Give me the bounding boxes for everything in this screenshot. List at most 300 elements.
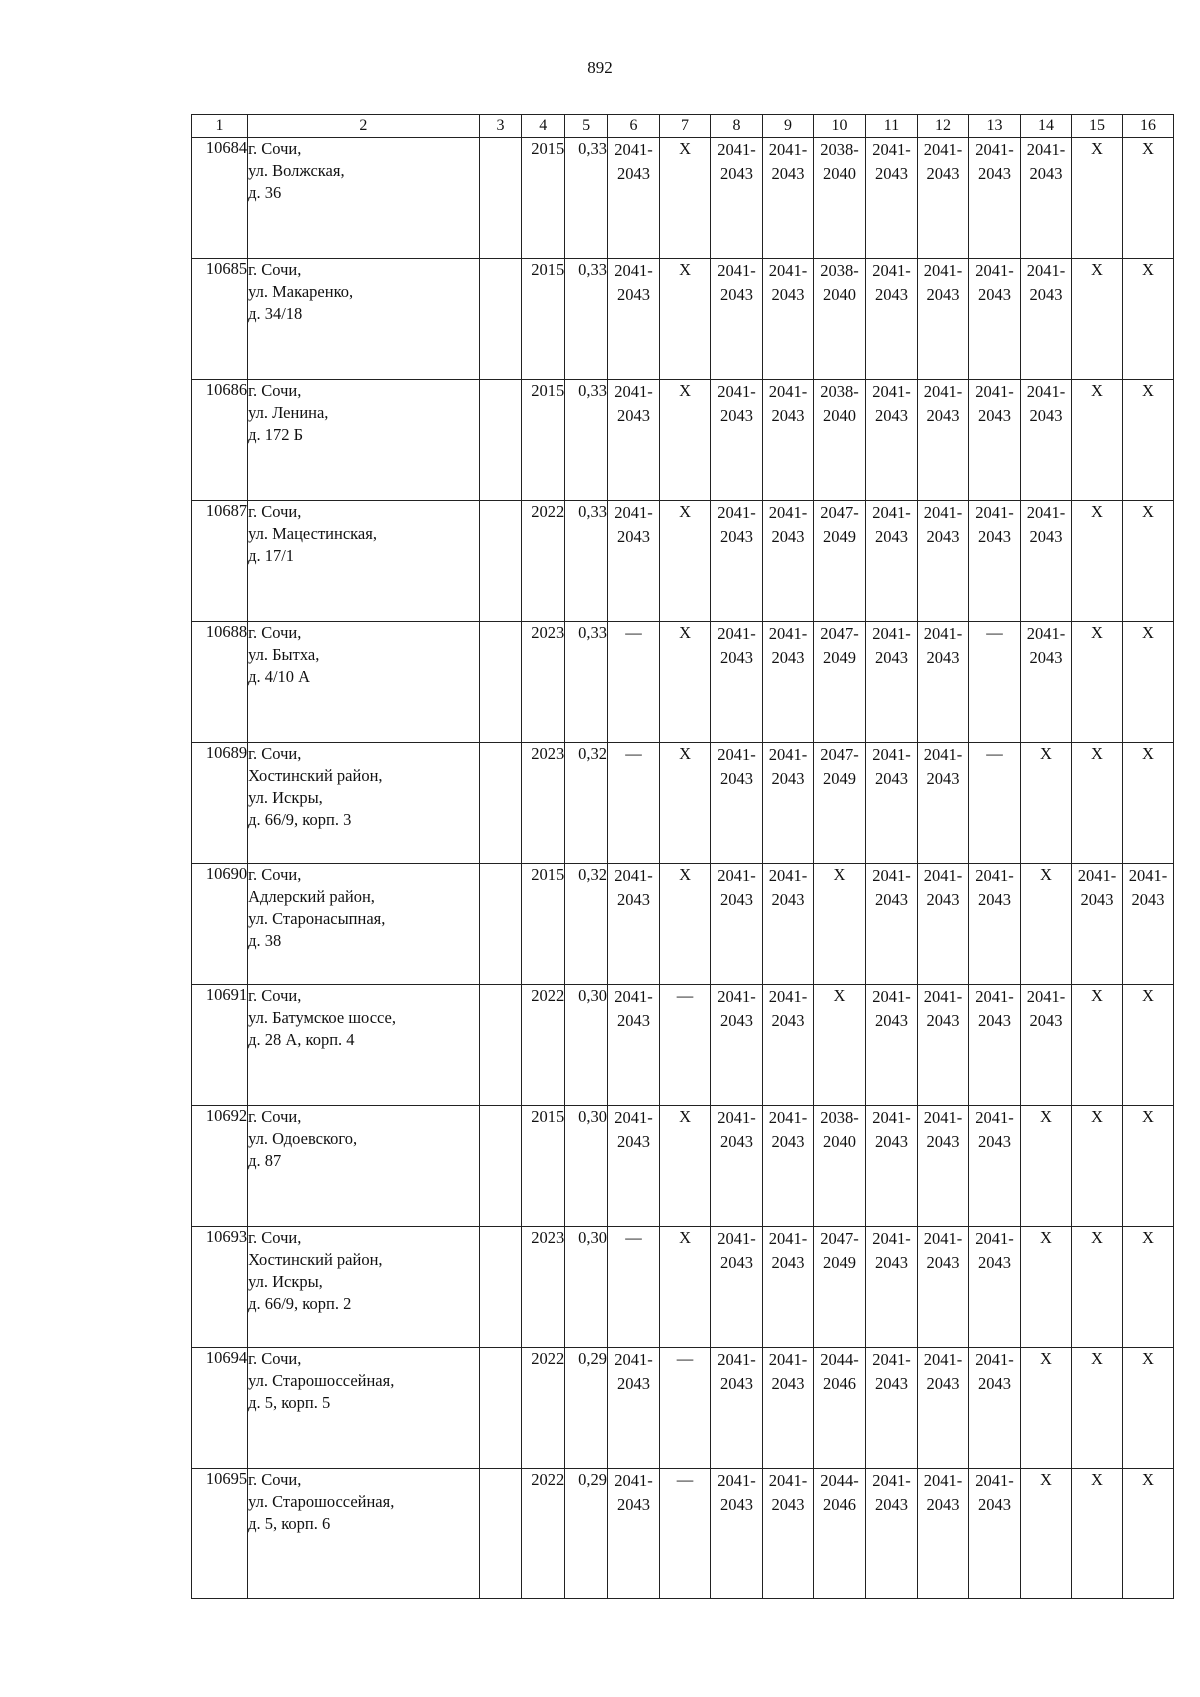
address-line: ул. Ленина, bbox=[248, 403, 329, 422]
column-header-5: 5 bbox=[565, 115, 608, 138]
year-range: 2041- 2043 bbox=[923, 1471, 963, 1514]
table-row bbox=[192, 1227, 1174, 1348]
col-10-cell bbox=[814, 259, 866, 380]
table-row bbox=[192, 380, 1174, 501]
row-number: 10691 bbox=[192, 985, 248, 1106]
address-line: Хостинский район, bbox=[248, 1250, 383, 1269]
year-range: 2041- 2043 bbox=[872, 503, 911, 546]
year-range: 2041- 2043 bbox=[872, 987, 911, 1030]
col-3-cell bbox=[479, 1227, 522, 1348]
col-14-cell: X bbox=[1020, 1348, 1071, 1469]
address-line: Хостинский район, bbox=[248, 766, 383, 785]
col-11-cell bbox=[866, 622, 918, 743]
col-12-cell bbox=[918, 1106, 969, 1227]
col-14-cell bbox=[1020, 501, 1071, 622]
year-range: 2041- 2043 bbox=[717, 140, 756, 183]
address-line: ул. Старонасыпная, bbox=[248, 909, 386, 928]
col-3-cell bbox=[479, 622, 522, 743]
column-header-1: 1 bbox=[192, 115, 248, 138]
year-cell: 2022 bbox=[522, 501, 565, 622]
col-8-cell bbox=[711, 138, 763, 259]
table-row bbox=[192, 1348, 1174, 1469]
col-10-cell bbox=[814, 1348, 866, 1469]
rate-cell: 0,33 bbox=[565, 259, 608, 380]
col-9-cell bbox=[763, 985, 814, 1106]
year-range: 2038- 2040 bbox=[820, 140, 859, 183]
year-range: 2041- 2043 bbox=[1026, 503, 1066, 546]
year-range: 2041- 2043 bbox=[872, 1229, 911, 1272]
year-range: 2041- 2043 bbox=[923, 1108, 963, 1151]
address-cell bbox=[248, 380, 479, 501]
col-11-cell bbox=[866, 1469, 918, 1599]
rate-cell: 0,33 bbox=[565, 501, 608, 622]
address-line: г. Сочи, bbox=[248, 1107, 302, 1126]
year-range: 2041- 2043 bbox=[975, 382, 1014, 425]
year-range: 2041- 2043 bbox=[923, 745, 963, 788]
col-13-cell: — bbox=[968, 622, 1020, 743]
col-15-cell: X bbox=[1071, 1469, 1122, 1599]
year-range: 2041- 2043 bbox=[975, 987, 1014, 1030]
year-range: 2041- 2043 bbox=[717, 1229, 756, 1272]
year-cell: 2022 bbox=[522, 985, 565, 1106]
col-9-cell bbox=[763, 743, 814, 864]
col-10-cell bbox=[814, 138, 866, 259]
col-10-cell bbox=[814, 1227, 866, 1348]
year-range: 2038- 2040 bbox=[820, 261, 859, 304]
year-range: 2047- 2049 bbox=[820, 745, 859, 788]
address-line: г. Сочи, bbox=[248, 865, 302, 884]
year-range: 2047- 2049 bbox=[820, 1229, 859, 1272]
col-12-cell bbox=[918, 138, 969, 259]
col-11-cell bbox=[866, 259, 918, 380]
col-15-cell: X bbox=[1071, 1106, 1122, 1227]
year-range: 2041- 2043 bbox=[872, 382, 911, 425]
column-header-2: 2 bbox=[248, 115, 479, 138]
col-10-cell bbox=[814, 743, 866, 864]
address-line: д. 87 bbox=[248, 1151, 282, 1170]
year-range: 2044- 2046 bbox=[820, 1471, 859, 1514]
col-16-cell: X bbox=[1122, 259, 1173, 380]
col-14-cell: X bbox=[1020, 864, 1071, 985]
col-13-cell bbox=[968, 864, 1020, 985]
year-range: 2041- 2043 bbox=[923, 261, 963, 304]
col-10-cell bbox=[814, 1469, 866, 1599]
row-number: 10688 bbox=[192, 622, 248, 743]
address-line: д. 36 bbox=[248, 183, 282, 202]
col-13-cell bbox=[968, 985, 1020, 1106]
address-cell bbox=[248, 622, 479, 743]
col-10-cell: X bbox=[814, 985, 866, 1106]
rate-cell: 0,30 bbox=[565, 985, 608, 1106]
year-cell: 2022 bbox=[522, 1469, 565, 1599]
address-line: д. 28 А, корп. 4 bbox=[248, 1030, 355, 1049]
col-6-cell bbox=[608, 864, 660, 985]
year-range: 2041- 2043 bbox=[768, 1229, 808, 1272]
col-15-cell: X bbox=[1071, 985, 1122, 1106]
year-range: 2041- 2043 bbox=[768, 1350, 808, 1393]
col-8-cell bbox=[711, 622, 763, 743]
row-number: 10687 bbox=[192, 501, 248, 622]
col-11-cell bbox=[866, 501, 918, 622]
col-16-cell: X bbox=[1122, 138, 1173, 259]
col-8-cell bbox=[711, 864, 763, 985]
year-cell: 2023 bbox=[522, 622, 565, 743]
address-line: д. 5, корп. 6 bbox=[248, 1514, 331, 1533]
col-8-cell bbox=[711, 259, 763, 380]
col-13-cell bbox=[968, 1469, 1020, 1599]
row-number: 10689 bbox=[192, 743, 248, 864]
column-header-12: 12 bbox=[918, 115, 969, 138]
address-line: г. Сочи, bbox=[248, 623, 302, 642]
year-range: 2041- 2043 bbox=[975, 866, 1014, 909]
col-6-cell bbox=[608, 138, 660, 259]
year-range: 2041- 2043 bbox=[923, 866, 963, 909]
year-range: 2041- 2043 bbox=[717, 1108, 756, 1151]
col-12-cell bbox=[918, 1227, 969, 1348]
year-range: 2041- 2043 bbox=[717, 624, 756, 667]
row-number: 10686 bbox=[192, 380, 248, 501]
year-cell: 2022 bbox=[522, 1348, 565, 1469]
year-range: 2041- 2043 bbox=[872, 261, 911, 304]
address-cell bbox=[248, 1348, 479, 1469]
col-12-cell bbox=[918, 743, 969, 864]
col-8-cell bbox=[711, 1106, 763, 1227]
address-line: г. Сочи, bbox=[248, 139, 302, 158]
col-11-cell bbox=[866, 138, 918, 259]
col-16-cell: X bbox=[1122, 743, 1173, 864]
year-cell: 2015 bbox=[522, 380, 565, 501]
address-line: г. Сочи, bbox=[248, 1228, 302, 1247]
address-line: ул. Волжская, bbox=[248, 161, 345, 180]
col-16-cell: X bbox=[1122, 1469, 1173, 1599]
column-header-4: 4 bbox=[522, 115, 565, 138]
col-12-cell bbox=[918, 985, 969, 1106]
col-9-cell bbox=[763, 380, 814, 501]
address-cell bbox=[248, 864, 479, 985]
year-range: 2041- 2043 bbox=[717, 866, 756, 909]
row-number: 10685 bbox=[192, 259, 248, 380]
address-line: ул. Одоевского, bbox=[248, 1129, 358, 1148]
row-number: 10694 bbox=[192, 1348, 248, 1469]
year-range: 2041- 2043 bbox=[1128, 866, 1168, 909]
col-6-cell: — bbox=[608, 622, 660, 743]
year-range: 2041- 2043 bbox=[1026, 261, 1066, 304]
col-7-cell: X bbox=[660, 1227, 711, 1348]
table-row bbox=[192, 501, 1174, 622]
year-range: 2047- 2049 bbox=[820, 503, 859, 546]
col-7-cell: X bbox=[660, 1106, 711, 1227]
year-range: 2041- 2043 bbox=[717, 1350, 756, 1393]
row-number: 10695 bbox=[192, 1469, 248, 1599]
col-6-cell bbox=[608, 1469, 660, 1599]
year-cell: 2015 bbox=[522, 1106, 565, 1227]
column-header-7: 7 bbox=[660, 115, 711, 138]
col-3-cell bbox=[479, 380, 522, 501]
year-range: 2041- 2043 bbox=[614, 1471, 653, 1514]
col-7-cell: X bbox=[660, 380, 711, 501]
col-15-cell: X bbox=[1071, 501, 1122, 622]
address-line: д. 4/10 А bbox=[248, 667, 311, 686]
address-line: ул. Старошоссейная, bbox=[248, 1492, 395, 1511]
col-15-cell bbox=[1071, 864, 1122, 985]
col-3-cell bbox=[479, 985, 522, 1106]
year-range: 2041- 2043 bbox=[872, 745, 911, 788]
address-line: д. 34/18 bbox=[248, 304, 303, 323]
row-number: 10690 bbox=[192, 864, 248, 985]
col-15-cell: X bbox=[1071, 138, 1122, 259]
year-range: 2041- 2043 bbox=[768, 866, 808, 909]
table-row bbox=[192, 138, 1174, 259]
col-14-cell bbox=[1020, 380, 1071, 501]
col-7-cell: — bbox=[660, 1469, 711, 1599]
year-range: 2041- 2043 bbox=[768, 261, 808, 304]
col-3-cell bbox=[479, 138, 522, 259]
year-range: 2041- 2043 bbox=[872, 624, 911, 667]
col-15-cell: X bbox=[1071, 1348, 1122, 1469]
year-cell: 2023 bbox=[522, 1227, 565, 1348]
column-header-14: 14 bbox=[1020, 115, 1071, 138]
address-line: д. 38 bbox=[248, 931, 282, 950]
column-header-11: 11 bbox=[866, 115, 918, 138]
col-12-cell bbox=[918, 259, 969, 380]
address-line: д. 17/1 bbox=[248, 546, 295, 565]
col-8-cell bbox=[711, 1469, 763, 1599]
year-range: 2041- 2043 bbox=[872, 866, 911, 909]
col-7-cell: X bbox=[660, 622, 711, 743]
col-12-cell bbox=[918, 501, 969, 622]
col-11-cell bbox=[866, 380, 918, 501]
column-header-13: 13 bbox=[968, 115, 1020, 138]
row-number: 10693 bbox=[192, 1227, 248, 1348]
address-cell bbox=[248, 138, 479, 259]
address-line: ул. Искры, bbox=[248, 1272, 323, 1291]
year-range: 2041- 2043 bbox=[614, 866, 653, 909]
address-line: г. Сочи, bbox=[248, 744, 302, 763]
col-7-cell: — bbox=[660, 1348, 711, 1469]
address-line: г. Сочи, bbox=[248, 986, 302, 1005]
col-16-cell: X bbox=[1122, 985, 1173, 1106]
col-13-cell bbox=[968, 138, 1020, 259]
col-12-cell bbox=[918, 864, 969, 985]
table-row bbox=[192, 1469, 1174, 1599]
year-range: 2041- 2043 bbox=[923, 382, 963, 425]
col-7-cell: X bbox=[660, 501, 711, 622]
col-16-cell: X bbox=[1122, 1227, 1173, 1348]
table-row bbox=[192, 864, 1174, 985]
rate-cell: 0,29 bbox=[565, 1348, 608, 1469]
col-16-cell: X bbox=[1122, 380, 1173, 501]
col-9-cell bbox=[763, 1348, 814, 1469]
address-line: ул. Искры, bbox=[248, 788, 323, 807]
col-13-cell bbox=[968, 1106, 1020, 1227]
col-9-cell bbox=[763, 501, 814, 622]
col-16-cell: X bbox=[1122, 622, 1173, 743]
column-header-16: 16 bbox=[1122, 115, 1173, 138]
col-15-cell: X bbox=[1071, 380, 1122, 501]
year-range: 2041- 2043 bbox=[614, 987, 653, 1030]
col-13-cell: — bbox=[968, 743, 1020, 864]
address-line: д. 5, корп. 5 bbox=[248, 1393, 331, 1412]
housing-repair-schedule-table bbox=[191, 114, 1174, 1599]
year-range: 2041- 2043 bbox=[923, 1350, 963, 1393]
year-range: 2041- 2043 bbox=[768, 503, 808, 546]
table-row bbox=[192, 259, 1174, 380]
col-13-cell bbox=[968, 1227, 1020, 1348]
col-8-cell bbox=[711, 743, 763, 864]
rate-cell: 0,32 bbox=[565, 743, 608, 864]
table-body bbox=[192, 138, 1174, 1599]
rate-cell: 0,32 bbox=[565, 864, 608, 985]
col-10-cell bbox=[814, 1106, 866, 1227]
year-range: 2041- 2043 bbox=[614, 503, 653, 546]
col-8-cell bbox=[711, 1348, 763, 1469]
column-header-10: 10 bbox=[814, 115, 866, 138]
year-range: 2041- 2043 bbox=[768, 140, 808, 183]
col-11-cell bbox=[866, 864, 918, 985]
year-range: 2041- 2043 bbox=[923, 1229, 963, 1272]
year-range: 2041- 2043 bbox=[975, 261, 1014, 304]
col-16-cell: X bbox=[1122, 501, 1173, 622]
year-range: 2041- 2043 bbox=[923, 624, 963, 667]
year-cell: 2023 bbox=[522, 743, 565, 864]
col-14-cell bbox=[1020, 259, 1071, 380]
address-line: Адлерский район, bbox=[248, 887, 375, 906]
col-7-cell: X bbox=[660, 743, 711, 864]
year-range: 2041- 2043 bbox=[1026, 140, 1066, 183]
col-9-cell bbox=[763, 864, 814, 985]
year-range: 2041- 2043 bbox=[717, 261, 756, 304]
year-range: 2041- 2043 bbox=[872, 1471, 911, 1514]
address-cell bbox=[248, 259, 479, 380]
address-line: г. Сочи, bbox=[248, 260, 302, 279]
year-range: 2041- 2043 bbox=[717, 382, 756, 425]
address-cell bbox=[248, 1469, 479, 1599]
year-range: 2041- 2043 bbox=[923, 140, 963, 183]
year-range: 2044- 2046 bbox=[820, 1350, 859, 1393]
year-range: 2041- 2043 bbox=[717, 987, 756, 1030]
col-14-cell bbox=[1020, 138, 1071, 259]
address-line: г. Сочи, bbox=[248, 502, 302, 521]
col-6-cell: — bbox=[608, 743, 660, 864]
col-14-cell: X bbox=[1020, 743, 1071, 864]
col-8-cell bbox=[711, 380, 763, 501]
year-range: 2041- 2043 bbox=[614, 1108, 653, 1151]
col-6-cell bbox=[608, 259, 660, 380]
address-cell bbox=[248, 501, 479, 622]
col-14-cell: X bbox=[1020, 1227, 1071, 1348]
year-range: 2041- 2043 bbox=[768, 745, 808, 788]
col-6-cell bbox=[608, 1106, 660, 1227]
col-8-cell bbox=[711, 501, 763, 622]
col-13-cell bbox=[968, 259, 1020, 380]
col-13-cell bbox=[968, 380, 1020, 501]
address-line: ул. Макаренко, bbox=[248, 282, 354, 301]
column-header-8: 8 bbox=[711, 115, 763, 138]
col-7-cell: — bbox=[660, 985, 711, 1106]
col-6-cell bbox=[608, 380, 660, 501]
year-range: 2041- 2043 bbox=[1026, 987, 1066, 1030]
address-cell bbox=[248, 1227, 479, 1348]
column-header-6: 6 bbox=[608, 115, 660, 138]
col-8-cell bbox=[711, 985, 763, 1106]
col-16-cell bbox=[1122, 864, 1173, 985]
column-header-3: 3 bbox=[479, 115, 522, 138]
address-cell bbox=[248, 1106, 479, 1227]
col-16-cell: X bbox=[1122, 1348, 1173, 1469]
year-range: 2041- 2043 bbox=[614, 1350, 653, 1393]
rate-cell: 0,33 bbox=[565, 380, 608, 501]
address-cell bbox=[248, 743, 479, 864]
year-range: 2041- 2043 bbox=[614, 261, 653, 304]
year-cell: 2015 bbox=[522, 259, 565, 380]
rate-cell: 0,29 bbox=[565, 1469, 608, 1599]
year-range: 2041- 2043 bbox=[975, 1108, 1014, 1151]
col-3-cell bbox=[479, 501, 522, 622]
col-3-cell bbox=[479, 743, 522, 864]
col-3-cell bbox=[479, 1348, 522, 1469]
col-11-cell bbox=[866, 1106, 918, 1227]
col-7-cell: X bbox=[660, 864, 711, 985]
year-cell: 2015 bbox=[522, 864, 565, 985]
address-line: ул. Мацестинская, bbox=[248, 524, 377, 543]
col-12-cell bbox=[918, 1469, 969, 1599]
col-14-cell bbox=[1020, 622, 1071, 743]
address-line: д. 172 Б bbox=[248, 425, 304, 444]
col-3-cell bbox=[479, 1469, 522, 1599]
year-range: 2041- 2043 bbox=[717, 1471, 756, 1514]
table-row bbox=[192, 1106, 1174, 1227]
year-range: 2041- 2043 bbox=[975, 1471, 1014, 1514]
address-cell bbox=[248, 985, 479, 1106]
year-range: 2041- 2043 bbox=[1026, 624, 1066, 667]
col-6-cell: — bbox=[608, 1227, 660, 1348]
year-range: 2041- 2043 bbox=[768, 382, 808, 425]
year-range: 2041- 2043 bbox=[768, 1471, 808, 1514]
table-row bbox=[192, 985, 1174, 1106]
col-15-cell: X bbox=[1071, 259, 1122, 380]
col-9-cell bbox=[763, 1106, 814, 1227]
col-7-cell: X bbox=[660, 259, 711, 380]
address-line: г. Сочи, bbox=[248, 381, 302, 400]
col-11-cell bbox=[866, 985, 918, 1106]
year-range: 2041- 2043 bbox=[975, 1229, 1014, 1272]
col-15-cell: X bbox=[1071, 622, 1122, 743]
col-3-cell bbox=[479, 259, 522, 380]
address-line: г. Сочи, bbox=[248, 1470, 302, 1489]
col-16-cell: X bbox=[1122, 1106, 1173, 1227]
col-9-cell bbox=[763, 259, 814, 380]
year-range: 2041- 2043 bbox=[975, 140, 1014, 183]
col-9-cell bbox=[763, 1227, 814, 1348]
year-range: 2041- 2043 bbox=[923, 987, 963, 1030]
rate-cell: 0,33 bbox=[565, 622, 608, 743]
col-13-cell bbox=[968, 501, 1020, 622]
col-6-cell bbox=[608, 1348, 660, 1469]
col-11-cell bbox=[866, 1227, 918, 1348]
column-header-15: 15 bbox=[1071, 115, 1122, 138]
table-row bbox=[192, 622, 1174, 743]
col-12-cell bbox=[918, 1348, 969, 1469]
address-line: ул. Батумское шоссе, bbox=[248, 1008, 396, 1027]
year-cell: 2015 bbox=[522, 138, 565, 259]
address-line: г. Сочи, bbox=[248, 1349, 302, 1368]
year-range: 2041- 2043 bbox=[717, 745, 756, 788]
year-range: 2041- 2043 bbox=[872, 1350, 911, 1393]
col-10-cell bbox=[814, 622, 866, 743]
rate-cell: 0,30 bbox=[565, 1106, 608, 1227]
column-number-header-row bbox=[192, 115, 1174, 138]
year-range: 2041- 2043 bbox=[768, 1108, 808, 1151]
